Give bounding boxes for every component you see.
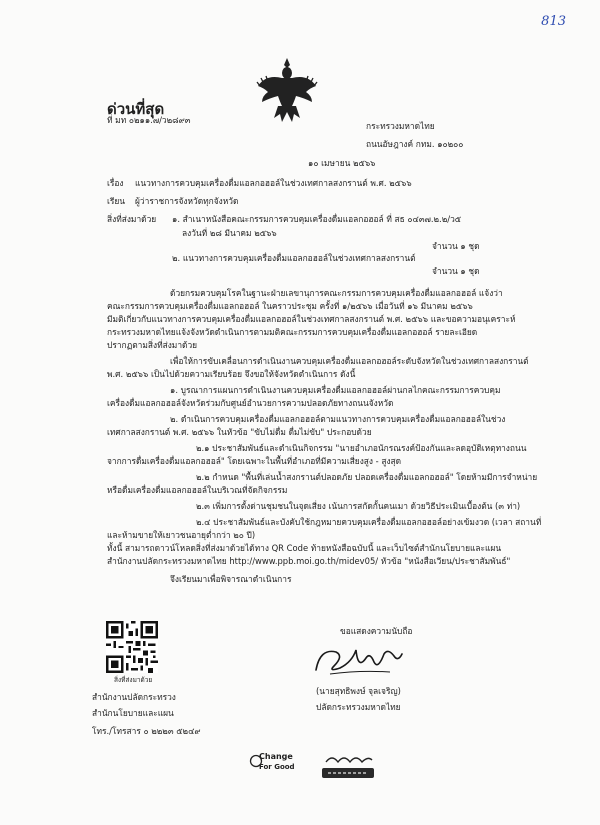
footer-office-2: สำนักนโยบายและแผน	[92, 708, 174, 718]
recipient-text: ผู้ว่าราชการจังหวัดทุกจังหวัด	[135, 196, 239, 206]
closing-line: จึงเรียนมาเพื่อพิจารณาดำเนินการ	[170, 574, 292, 584]
body-line: ๒.๒ กำหนด "พื้นที่เล่นน้ำสงกรานต์ปลอดภัย ปลอดเครื่องดื่มแอลกอฮอล์" โดยห้ามมีการจำหน่าย	[196, 472, 538, 482]
urgency-heading: ด่วนที่สุด	[107, 100, 165, 118]
body-line: เทศกาลสงกรานต์ พ.ศ. ๒๕๖๖ ในหัวข้อ "ขับไม่ดื่ม ดื่มไม่ขับ" ประกอบด้วย	[107, 427, 372, 437]
body-line: คณะกรรมการควบคุมเครื่องดื่มแอลกอฮอล์ ในคราวประชุม ครั้งที่ ๑/๒๕๖๖ เมื่อวันที่ ๑๖ มีนาคม ๒๕๖๖	[107, 301, 473, 311]
body-line: หรือดื่มเครื่องดื่มแอลกอฮอล์ในบริเวณที่จัดกิจกรรม	[107, 485, 288, 495]
body-line: ปรากฏตามสิ่งที่ส่งมาด้วย	[107, 340, 198, 350]
footer-office-1: สำนักงานปลัดกระทรวง	[92, 692, 176, 702]
body-line: เพื่อให้การขับเคลื่อนการดำเนินงานควบคุมเครื่องดื่มแอลกอฮอล์ระดับจังหวัดในช่วงเทศกาลสงกรานต์	[170, 356, 529, 366]
campaign-logo-icon	[318, 750, 376, 784]
body-line: พ.ศ. ๒๕๖๖ เป็นไปด้วยความเรียบร้อย จึงขอให้จังหวัดดำเนินการ ดังนี้	[107, 369, 356, 379]
document-date: ๑๐ เมษายน ๒๕๖๖	[308, 158, 376, 168]
logo-text-bottom: For Good	[259, 763, 295, 771]
recipient-label: เรียน	[107, 196, 125, 206]
body-line: ๑. บูรณาการแผนการดำเนินงานควบคุมเครื่องดื่มแอลกอฮอล์ผ่านกลไกคณะกรรมการควบคุม	[170, 385, 501, 395]
garuda-emblem-icon	[256, 56, 318, 126]
body-line: ๒.๔ ประชาสัมพันธ์และบังคับใช้กฎหมายควบคุมเครื่องดื่มแอลกอฮอล์อย่างเข้มงวด (เวลา สถานที่	[196, 517, 542, 527]
document-number: ที่ มท ๐๒๑๑.๗/ว๒๘๙๓	[107, 115, 191, 125]
footer-phone: โทร./โทรสาร ๐ ๒๒๒๓ ๕๒๔๙	[92, 726, 201, 736]
body-line: ๒. ดำเนินการควบคุมเครื่องดื่มแอลกอฮอล์ตามแนวทางการควบคุมเครื่องดื่มแอลกอฮอล์ในช่วง	[170, 414, 506, 424]
attachment-item-2: ๒. แนวทางการควบคุมเครื่องดื่มแอลกอฮอล์ในช่วงเทศกาลสงกรานต์	[172, 253, 416, 263]
logo-text-top: Change	[259, 752, 293, 761]
attachments-label: สิ่งที่ส่งมาด้วย	[107, 214, 157, 224]
body-line: จากการดื่มเครื่องดื่มแอลกอฮอล์" โดยเฉพาะในพื้นที่อำเภอที่มีความเสี่ยงสูง - สูงสุด	[107, 456, 402, 466]
organization-address: ถนนอัษฎางค์ กทม. ๑๐๒๐๐	[366, 139, 464, 149]
body-line: ทั้งนี้ สามารถดาวน์โหลดสิ่งที่ส่งมาด้วยได้ทาง QR Code ท้ายหนังสือฉบับนี้ และเว็บไซต์สำนักนโยบายและแผน	[107, 543, 502, 553]
body-line: ๒.๑ ประชาสัมพันธ์และดำเนินกิจกรรม "นายอำเภอนักรณรงค์ป้องกันและลดอุบัติเหตุทางถนน	[196, 443, 527, 453]
subject-label: เรื่อง	[107, 178, 124, 188]
attachment-item-1-qty: จำนวน ๑ ชุด	[432, 241, 480, 251]
body-line: เครื่องดื่มแอลกอฮอล์จังหวัดร่วมกับศูนย์อำนวยการความปลอดภัยทางถนนจังหวัด	[107, 398, 394, 408]
qr-caption: สิ่งที่ส่งมาด้วย	[114, 676, 153, 684]
body-line: สำนักงานปลัดกระทรวงมหาดไทย http://www.ppb.moi.go.th/midev05/ หัวข้อ "หนังสือเวียน/ประชาสัมพันธ์"	[107, 556, 511, 566]
attachment-item-1-date: ลงวันที่ ๒๘ มีนาคม ๒๕๖๖	[182, 228, 277, 238]
handwritten-signature-icon	[310, 640, 405, 678]
attachment-item-1: ๑. สำเนาหนังสือคณะกรรมการควบคุมเครื่องดื่มแอลกอฮอล์ ที่ สธ ๐๔๓๗.๒.๒/ว๕	[172, 214, 462, 224]
attachment-item-2-qty: จำนวน ๑ ชุด	[432, 266, 480, 276]
body-line: มีมติเกี่ยวกับแนวทางการควบคุมเครื่องดื่มแอลกอฮอล์ในช่วงเทศกาลสงกรานต์ พ.ศ. ๒๕๖๖ และขอความอนุเคราะห์	[107, 314, 516, 324]
salutation: ขอแสดงความนับถือ	[340, 626, 413, 636]
handwritten-annotation: 813	[541, 14, 566, 29]
signer-name: (นายสุทธิพงษ์ จุลเจริญ)	[316, 686, 401, 696]
body-line: ด้วยกรมควบคุมโรคในฐานะฝ่ายเลขานุการคณะกรรมการควบคุมเครื่องดื่มแอลกอฮอล์ แจ้งว่า	[170, 288, 503, 298]
signer-position: ปลัดกระทรวงมหาดไทย	[316, 702, 401, 712]
change-for-good-logo	[249, 752, 301, 782]
body-line: กระทรวงมหาดไทยแจ้งจังหวัดดำเนินการตามมติคณะกรรมการควบคุมเครื่องดื่มแอลกอฮอล์ รายละเอียด	[107, 327, 478, 337]
body-line: ๒.๓ เพิ่มการตั้งด่านชุมชนในจุดเสี่ยง เน้นการสกัดกั้นคนเมา ด้วยวิธีประเมินเบื้องต้น (๓ ท่า)	[196, 501, 521, 511]
issuing-organization: กระทรวงมหาดไทย	[366, 121, 435, 131]
qr-code-icon	[106, 621, 158, 673]
body-line: และห้ามขายให้เยาวชนอายุต่ำกว่า ๒๐ ปี)	[107, 530, 256, 540]
subject-text: แนวทางการควบคุมเครื่องดื่มแอลกอฮอล์ในช่วงเทศกาลสงกรานต์ พ.ศ. ๒๕๖๖	[135, 178, 412, 188]
